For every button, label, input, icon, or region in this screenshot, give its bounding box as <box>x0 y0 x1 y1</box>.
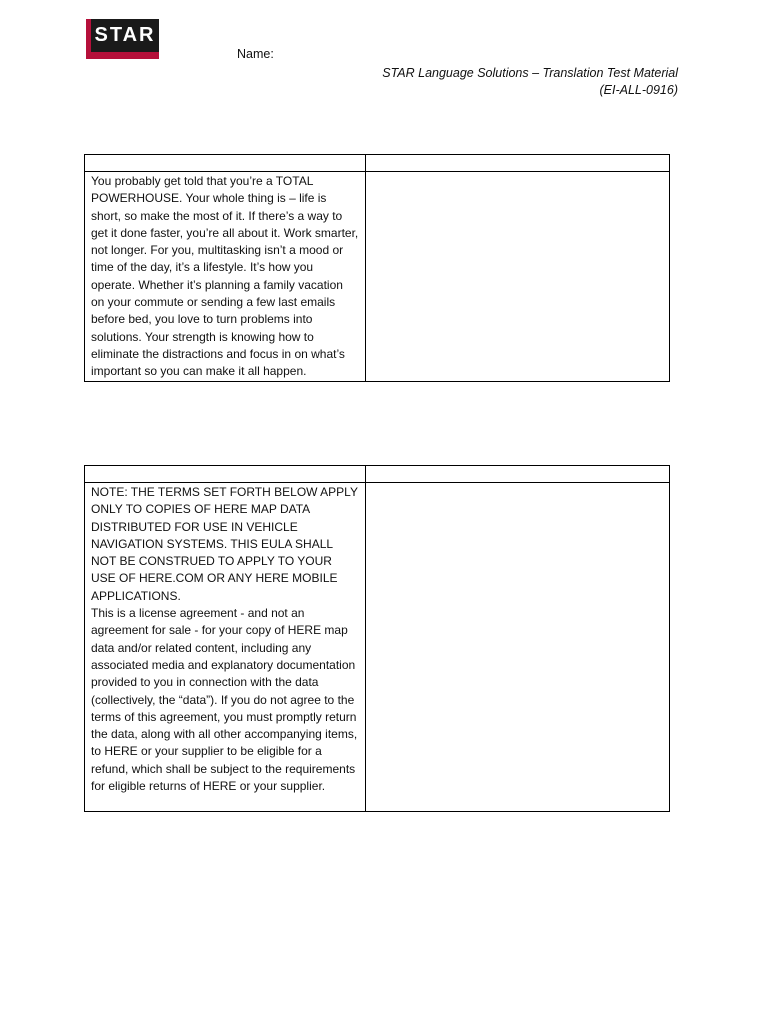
document-title <box>382 65 678 99</box>
source-text-cell <box>85 483 366 812</box>
star-logo <box>86 19 159 59</box>
target-text-cell[interactable] <box>366 483 670 812</box>
source-paragraph: You probably get told that you’re a TOTAL POWERHOUSE. Your whole thing is – life is short, so make the most of it. If there’s a way to get it done faster, you’re all about it. Work smarter, not longer. For you, multitasking isn’t a mood or time of the day, it’s a lifestyle. It’s how you operate. Whether it’s planning a family vacation on your commute or sending a few last emails before bed, you love to turn problems into solutions. Your strength is knowing how to eliminate the distractions and focus in on what’s important so you can make it all happen. <box>91 174 359 379</box>
table-header-row <box>85 155 670 172</box>
table-row <box>85 172 670 382</box>
target-text-cell[interactable] <box>366 172 670 382</box>
source-header-cell <box>85 155 366 172</box>
source-paragraph: NOTE: THE TERMS SET FORTH BELOW APPLY ONLY TO COPIES OF HERE MAP DATA DISTRIBUTED FOR USE IN VEHICLE NAVIGATION SYSTEMS. THIS EULA SHALL NOT BE CONSTRUED TO APPLY TO YOUR USE OF HERE.COM OR ANY HERE MOBILE APPLICATIONS. <box>91 485 358 603</box>
target-header-cell <box>366 155 670 172</box>
target-header-cell <box>366 466 670 483</box>
table-row <box>85 483 670 812</box>
document-title-line-1: STAR Language Solutions – Translation Test Material <box>382 66 678 80</box>
source-text-cell <box>85 172 366 382</box>
translation-table-1 <box>84 154 670 382</box>
star-logo-text: STAR <box>91 19 159 52</box>
translation-table-2 <box>84 465 670 812</box>
name-label: Name: <box>237 47 274 61</box>
source-paragraph: This is a license agreement - and not an agreement for sale - for your copy of HERE map data and/or related content, including any associated media and explanatory documentation provided to you in connection with the data (collectively, the “data”). If you do not agree to the terms of this agreement, you must promptly return the data, along with all other accompanying items, to HERE or your supplier to be eligible for a refund, which shall be subject to the requirements for eligible returns of HERE or your supplier. <box>91 606 358 794</box>
document-code: (EI-ALL-0916) <box>599 83 678 97</box>
table-header-row <box>85 466 670 483</box>
source-header-cell <box>85 466 366 483</box>
